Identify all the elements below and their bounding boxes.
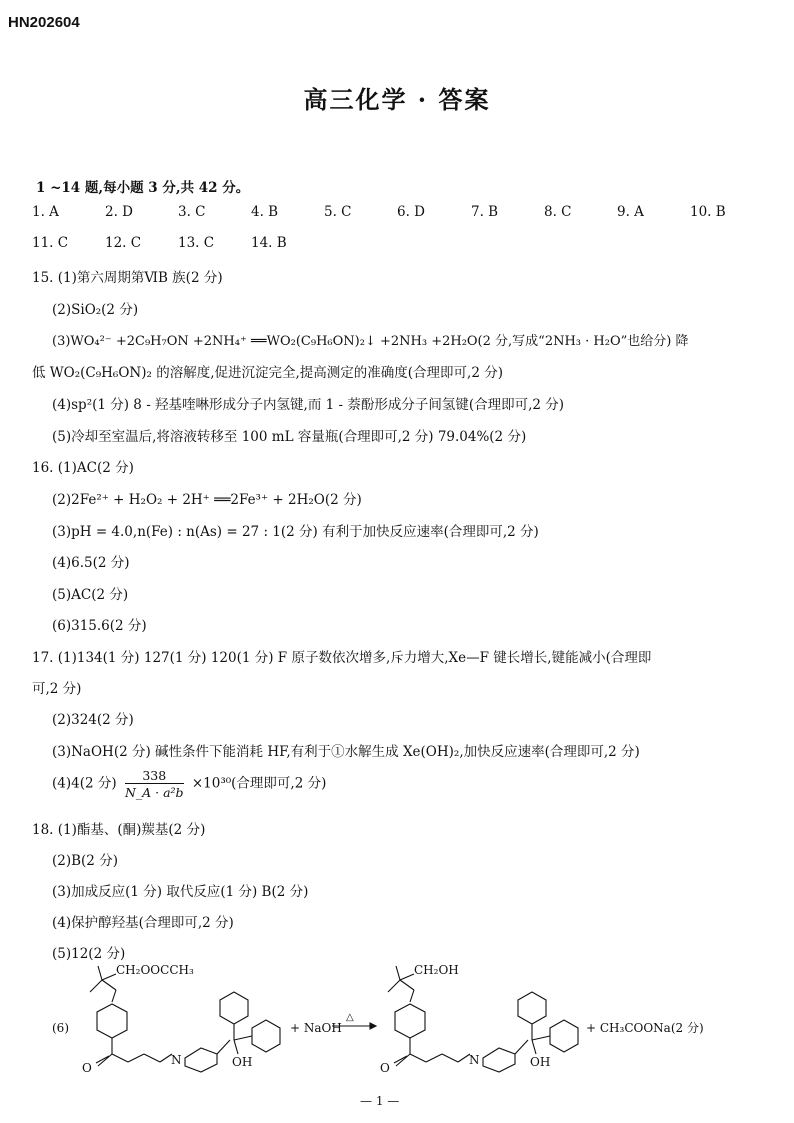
mc-answer: 5. C (324, 204, 352, 220)
mc-answer: 9. A (617, 204, 644, 220)
q17-part4-prefix: (4)4(2 分) (52, 775, 117, 792)
q18-line: (3)加成反应(1 分) 取代反应(1 分) B(2 分) (52, 884, 309, 900)
ketone-oxygen-label: O (82, 1061, 92, 1075)
ketone-oxygen-label: O (380, 1061, 390, 1075)
q17-line: (3)NaOH(2 分) 碱性条件下能消耗 HF,有利于①水解生成 Xe(OH)₂,加快反应速率(合理即可,2 分) (52, 744, 640, 760)
q15-line: (3)WO₄²⁻ +2C₉H₇ON +2NH₄⁺ ══WO₂(C₉H₆ON)₂↓ +2NH₃ +2H₂O(2 分,写成“2NH₃ · H₂O”也给分) 降 (52, 334, 689, 349)
product-alcohol-group: CH₂OH (414, 963, 459, 977)
mc-answer: 1. A (32, 204, 59, 220)
mc-answer: 2. D (105, 204, 133, 220)
mc-answer: 14. B (251, 235, 287, 251)
q18-line: (2)B(2 分) (52, 853, 118, 869)
mc-answer: 8. C (544, 204, 572, 220)
q16-line: 16. (1)AC(2 分) (32, 460, 134, 476)
amine-nitrogen-label: N (171, 1053, 182, 1067)
q16-line: (3)pH = 4.0,n(Fe) : n(As) = 27 : 1(2 分) 有利于加快反应速率(合理即可,2 分) (52, 524, 539, 540)
mc-answer: 11. C (32, 235, 69, 251)
q18-line: (5)12(2 分) (52, 946, 126, 962)
q16-line: (5)AC(2 分) (52, 587, 129, 603)
q18-part6-label: (6) (52, 1021, 69, 1035)
q18-line: 18. (1)酯基、(酮)羰基(2 分) (32, 822, 206, 838)
q17-line: 17. (1)134(1 分) 127(1 分) 120(1 分) F 原子数依次增多,斥力增大,Xe—F 键长增长,键能减小(合理即 (32, 650, 652, 666)
q15-line: 15. (1)第六周期第ⅥB 族(2 分) (32, 270, 223, 286)
q16-line: (4)6.5(2 分) (52, 555, 130, 571)
mc-answer: 3. C (178, 204, 206, 220)
reactant-ester-group: CH₂OOCCH₃ (116, 963, 194, 977)
hydroxyl-label: OH (232, 1055, 253, 1069)
byproduct-label: + CH₃COONa(2 分) (586, 1021, 704, 1035)
q17-line (52, 768, 326, 800)
hydroxyl-label: OH (530, 1055, 551, 1069)
reagent-naoh: + NaOH (290, 1021, 342, 1035)
mc-answer: 4. B (251, 204, 279, 220)
q17-line: (2)324(2 分) (52, 712, 134, 728)
page-number: — 1 — (360, 1094, 400, 1108)
page-title: 高三化学 · 答案 (303, 85, 491, 114)
q18-line: (4)保护醇羟基(合理即可,2 分) (52, 915, 234, 931)
reaction-scheme (20, 960, 780, 1090)
mc-answer: 13. C (178, 235, 215, 251)
mc-answer: 7. B (471, 204, 499, 220)
q15-line: (4)sp²(1 分) 8 - 羟基喹啉形成分子内氢键,而 1 - 萘酚形成分子间氢键(合理即可,2 分) (52, 397, 565, 413)
mc-intro: 1 ~14 题,每小题 3 分,共 42 分。 (36, 180, 250, 196)
q17-part4-suffix: ×10³⁰(合理即可,2 分) (191, 775, 327, 792)
density-fraction (125, 768, 184, 800)
mc-answer: 6. D (397, 204, 425, 220)
fraction-denominator: N_A · a²b (124, 785, 184, 800)
q16-line: (2)2Fe²⁺ + H₂O₂ + 2H⁺ ══2Fe³⁺ + 2H₂O(2 分) (52, 492, 362, 508)
document-code: HN202604 (8, 14, 80, 31)
mc-answer: 12. C (105, 235, 142, 251)
amine-nitrogen-label: N (469, 1053, 480, 1067)
q15-line: (2)SiO₂(2 分) (52, 302, 139, 318)
heat-symbol: △ (346, 1012, 354, 1023)
mc-answer: 10. B (690, 204, 726, 220)
q15-line: 低 WO₂(C₉H₆ON)₂ 的溶解度,促进沉淀完全,提高测定的准确度(合理即可,2 分) (32, 365, 503, 381)
q16-line: (6)315.6(2 分) (52, 618, 147, 634)
q17-line: 可,2 分) (32, 681, 82, 697)
fraction-numerator: 338 (125, 768, 184, 784)
q15-line: (5)冷却至室温后,将溶液转移至 100 mL 容量瓶(合理即可,2 分) 79.04%(2 分) (52, 429, 527, 445)
